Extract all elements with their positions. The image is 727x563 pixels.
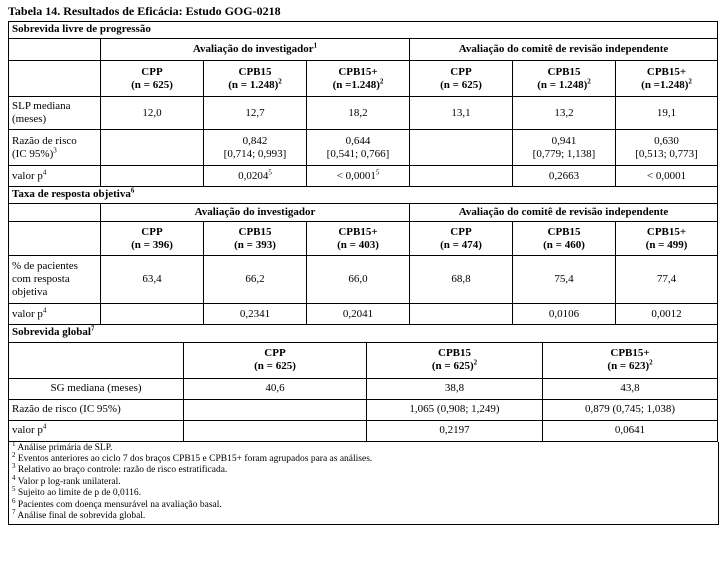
row-label: SG mediana (meses): [9, 378, 184, 399]
empty-cell: [9, 342, 184, 378]
table-cell: [184, 399, 367, 420]
table-cell: 12,7: [204, 97, 307, 130]
arm-header: CPB15+ (n = 403): [307, 222, 410, 256]
table-cell: 0,842 [0,714; 0,993]: [204, 130, 307, 166]
arm-header: CPB15 (n = 1.248)$^2$: [513, 61, 616, 97]
table-row: [9, 166, 718, 187]
table-cell: [101, 166, 204, 187]
orr-arms-row: [9, 222, 718, 256]
efficacy-table: [8, 21, 717, 525]
footnote: $^1$ Análise primária de SLP.: [12, 439, 113, 453]
empty-cell: [9, 39, 101, 61]
empty-cell: [9, 204, 101, 222]
os-table: [8, 325, 718, 442]
table-cell: 0,0204$^5$: [204, 166, 307, 187]
arm-header: CPB15 (n = 460): [513, 222, 616, 256]
arm-header: CPP (n = 474): [410, 222, 513, 256]
table-cell: 0,941 [0,779; 1,138]: [513, 130, 616, 166]
table-cell: 18,2: [307, 97, 410, 130]
table-cell: 0,879 (0,745; 1,038): [543, 399, 718, 420]
arm-header: CPB15 (n = 625)$^2$: [367, 342, 543, 378]
table-cell: 0,2197: [367, 420, 543, 441]
table-title: Tabela 14. Resultados de Eficácia: Estudo GOG-0218: [8, 4, 281, 18]
table-cell: 0,644 [0,541; 0,766]: [307, 130, 410, 166]
table-cell: 75,4: [513, 256, 616, 304]
table-cell: 43,8: [543, 378, 718, 399]
table-row: [9, 304, 718, 325]
table-cell: 77,4: [616, 256, 718, 304]
pfs-arms-row: [9, 61, 718, 97]
orr-group-irc: Avaliação do comitê de revisão independente: [410, 204, 718, 222]
row-label: Razão de risco (IC 95%)$^3$: [9, 130, 101, 166]
table-cell: 13,1: [410, 97, 513, 130]
table-cell: 38,8: [367, 378, 543, 399]
arm-header: CPB15+ (n = 499): [616, 222, 718, 256]
table-cell: [410, 130, 513, 166]
row-label: valor $p^4$: [9, 304, 101, 325]
table-cell: 1,065 (0,908; 1,249): [367, 399, 543, 420]
arm-header: CPB15+ (n =1.248)$^2$: [616, 61, 718, 97]
row-label: % de pacientes com resposta objetiva: [9, 256, 101, 304]
arm-header: CPB15+ (n =1.248)$^2$: [307, 61, 410, 97]
table-row: [9, 420, 718, 441]
pfs-section-title: Sobrevida livre de progressão: [9, 22, 718, 39]
arm-header: CPP (n = 625): [410, 61, 513, 97]
table-cell: 13,2: [513, 97, 616, 130]
table-cell: < 0,0001: [616, 166, 718, 187]
table-cell: 0,0106: [513, 304, 616, 325]
orr-group-investigator: Avaliação do investigador: [101, 204, 410, 222]
empty-cell: [9, 222, 101, 256]
arm-header: CPB15+ (n = 623)$^2$: [543, 342, 718, 378]
table-cell: 0,2663: [513, 166, 616, 187]
footnote: $^5$ Sujeito ao limite de p de 0,0116.: [12, 484, 142, 499]
os-section-title: Sobrevida global$^7$: [9, 325, 718, 342]
table-cell: 0,630 [0,513; 0,773]: [616, 130, 718, 166]
table-row: [9, 378, 718, 399]
orr-section-title: Taxa de resposta objetiva$^6$: [9, 187, 718, 204]
table-cell: [101, 304, 204, 325]
table-cell: 63,4: [101, 256, 204, 304]
table-cell: [410, 166, 513, 187]
pfs-table: [8, 21, 718, 325]
arm-header: CPP (n = 625): [184, 342, 367, 378]
empty-cell: [9, 61, 101, 97]
footnote: $^7$ Análise final de sobrevida global.: [12, 507, 146, 521]
table-cell: 40,6: [184, 378, 367, 399]
table-cell: 66,2: [204, 256, 307, 304]
arm-header: CPP (n = 625): [101, 61, 204, 97]
table-cell: 68,8: [410, 256, 513, 304]
os-arms-row: [9, 342, 718, 378]
arm-header: CPB15 (n = 393): [204, 222, 307, 256]
pfs-group-irc: Avaliação do comitê de revisão independente: [410, 39, 718, 61]
pfs-group-investigator: Avaliação do investigador$^1$: [101, 39, 410, 61]
arm-header: CPB15 (n = 1.248)$^2$: [204, 61, 307, 97]
row-label: SLP mediana (meses): [9, 97, 101, 130]
arm-header: CPP (n = 396): [101, 222, 204, 256]
table-cell: 0,0012: [616, 304, 718, 325]
table-cell: 0,2341: [204, 304, 307, 325]
footnote: $^3$ Relativo ao braço controle: razão de risco estratificada.: [12, 462, 228, 476]
table-row: [9, 130, 718, 166]
table-cell: 19,1: [616, 97, 718, 130]
table-cell: 0,2041: [307, 304, 410, 325]
table-cell: < $0,0001^5$: [307, 166, 410, 187]
table-cell: [410, 304, 513, 325]
table-row: [9, 256, 718, 304]
table-cell: 0,0641: [543, 420, 718, 441]
footnote: $^2$ Eventos anteriores ao ciclo 7 dos braços CPB15 e CPB15+ foram agrupados para as análises.: [12, 450, 373, 464]
table-cell: [101, 130, 204, 166]
table-cell: [184, 420, 367, 441]
row-label: Razão de risco (IC 95%): [9, 399, 184, 420]
row-label: valor $p^4$: [9, 166, 101, 187]
table-row: [9, 97, 718, 130]
footnotes: [8, 439, 719, 526]
footnote: $^6$ Pacientes com doença mensurável na avaliação basal.: [12, 496, 222, 510]
table-row: [9, 399, 718, 420]
footnote: $^4$ Valor p log-rank unilateral.: [12, 473, 121, 487]
row-label: valor $p^4$: [9, 420, 184, 441]
table-cell: 66,0: [307, 256, 410, 304]
table-cell: 12,0: [101, 97, 204, 130]
